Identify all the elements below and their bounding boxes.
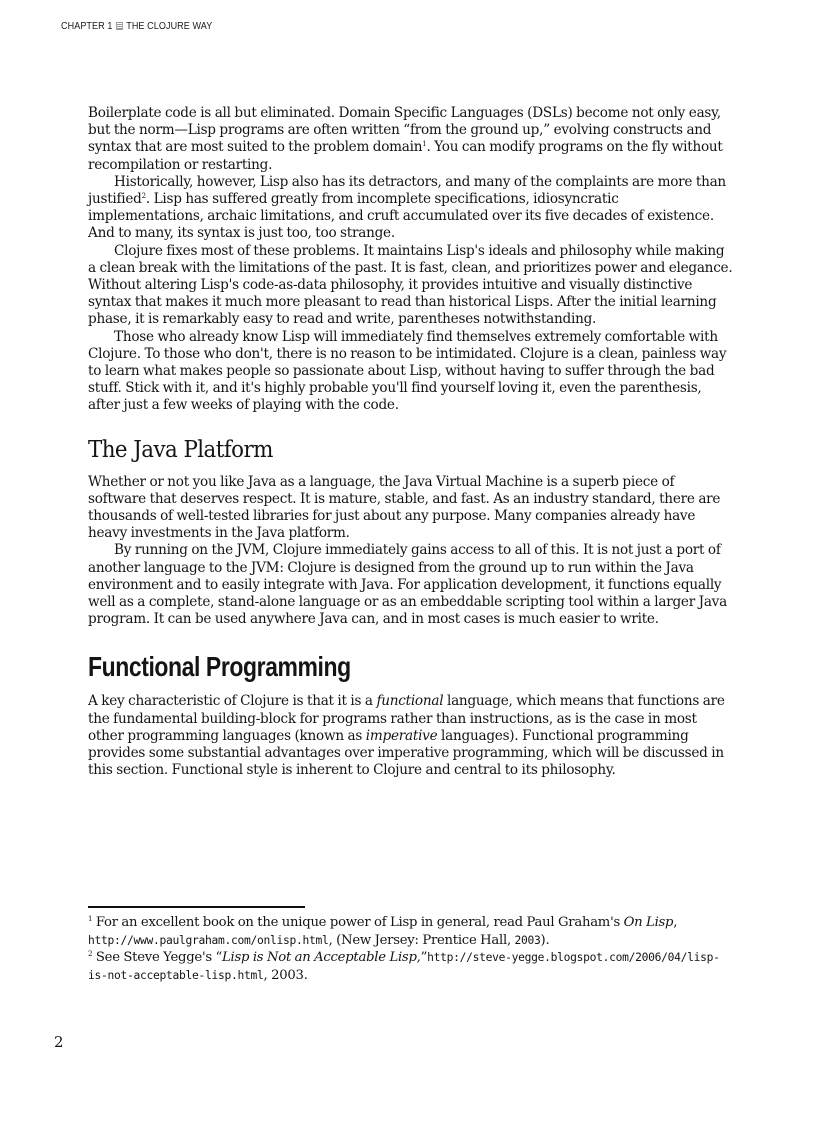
running-header [61, 20, 212, 32]
footnote-mark-1: 1 [88, 915, 93, 923]
chapter-label: CHAPTER 1 [61, 20, 113, 32]
footnote-2-article-title: Lisp is Not an Acceptable Lisp, [222, 950, 421, 965]
java-paragraph-1: Whether or not you like Java as a language, the Java Virtual Machine is a superb piece of software that deserves respect. It is mature, stable, and fast. As an industry standard, there are thousands of well-tested libraries for just about any purpose. Many companies already have heavy investments in the Java platform. [88, 473, 721, 542]
footnote-ref-1[interactable]: 1 [422, 140, 427, 149]
functional-paragraph-1: A key characteristic of Clojure is that it is a functional language, which means that functions are the fundamental building-block for programs rather than instructions, as is the case in most other programming languages (known as imperative languages). Functional programming provides some substantial advantages over imperative programming, which will be discussed in this section. Functional style is inherent to Clojure and central to its philosophy. [88, 693, 725, 779]
footnote-mark-2: 2 [88, 950, 93, 958]
page-number: 2 [54, 1033, 64, 1051]
chapter-title: THE CLOJURE WAY [126, 20, 213, 32]
section-heading-functional-programming: Functional Programming [88, 651, 351, 683]
section-heading-java-platform: The Java Platform [88, 436, 273, 463]
java-paragraph-2: By running on the JVM, Clojure immediately gains access to all of this. It is not just a port of another language to the JVM: Clojure is designed from the ground up to run within the Java environment and to easily integrate with Java. For application development, it functions equally well as a complete, stand-alone language or as an embeddable scripting tool within a larger Java program. It can be used anywhere Java can, and in most cases is much easier to write. [88, 542, 727, 628]
intro-paragraph-2: Historically, however, Lisp also has its detractors, and many of the complaints are more than justified$^2$. Lisp has suffered greatly from incomplete specifications, idiosyncratic implementations, archaic limitations, and cruft accumulated over its five decades of existence. And to many, its syntax is just too, too strange. [88, 173, 726, 242]
footnote-2: $^2$ See Steve Yegge's “Lisp is Not an Acceptable Lisp,”http://steve-yegge.blogspot.com/2006/04/lisp-is-not-acceptable-lisp.html, 2003. [88, 950, 720, 983]
page-body [88, 105, 733, 780]
footnotes [88, 914, 733, 984]
intro-paragraph-1: Boilerplate code is all but eliminated. Domain Specific Languages (DSLs) become not only easy, but the norm—Lisp programs are often written “from the ground up,” evolving constructs and syntax that are most suited to the problem domain$^1$. You can modify programs on the fly without recompilation or restarting. [88, 105, 723, 173]
footnote-2-link[interactable]: http://steve-yegge.blogspot.com/2006/04/lisp-is-not-acceptable-lisp.html [88, 951, 720, 982]
square-bullet-icon [116, 22, 123, 30]
footnote-1-link[interactable]: http://www.paulgraham.com/onlisp.html [88, 933, 329, 947]
emphasis-functional: functional [376, 693, 444, 710]
emphasis-imperative: imperative [365, 727, 438, 744]
footnote-1-year: 2003 [514, 933, 541, 947]
intro-paragraph-4: Those who already know Lisp will immediately find themselves extremely comfortable with Clojure. To those who don't, there is no reason to be intimidated. Clojure is a clean, painless way to learn what makes people so passionate about Lisp, without having to suffer through the bad stuff. Stick with it, and it's highly probable you'll find yourself loving it, even the parenthesis, after just a few weeks of playing with the code. [88, 328, 727, 414]
intro-paragraph-3: Clojure fixes most of these problems. It maintains Lisp's ideals and philosophy while making a clean break with the limitations of the past. It is fast, clean, and prioritizes power and elegance. Without altering Lisp's code-as-data philosophy, it provides intuitive and visually distinctive syntax that makes it much more pleasant to read than historical Lisps. After the initial learning phase, it is remarkably easy to read and write, parentheses notwithstanding. [88, 242, 733, 328]
footnote-1-book-title: On Lisp [623, 915, 674, 930]
footnote-ref-2[interactable]: 2 [141, 192, 146, 201]
footnote-1: $^1$ For an excellent book on the unique power of Lisp in general, read Paul Graham's On Lisp, http://www.paulgraham.com/onlisp.html, (New Jersey: Prentice Hall, 2003). [88, 915, 678, 948]
footnote-divider [88, 906, 305, 908]
